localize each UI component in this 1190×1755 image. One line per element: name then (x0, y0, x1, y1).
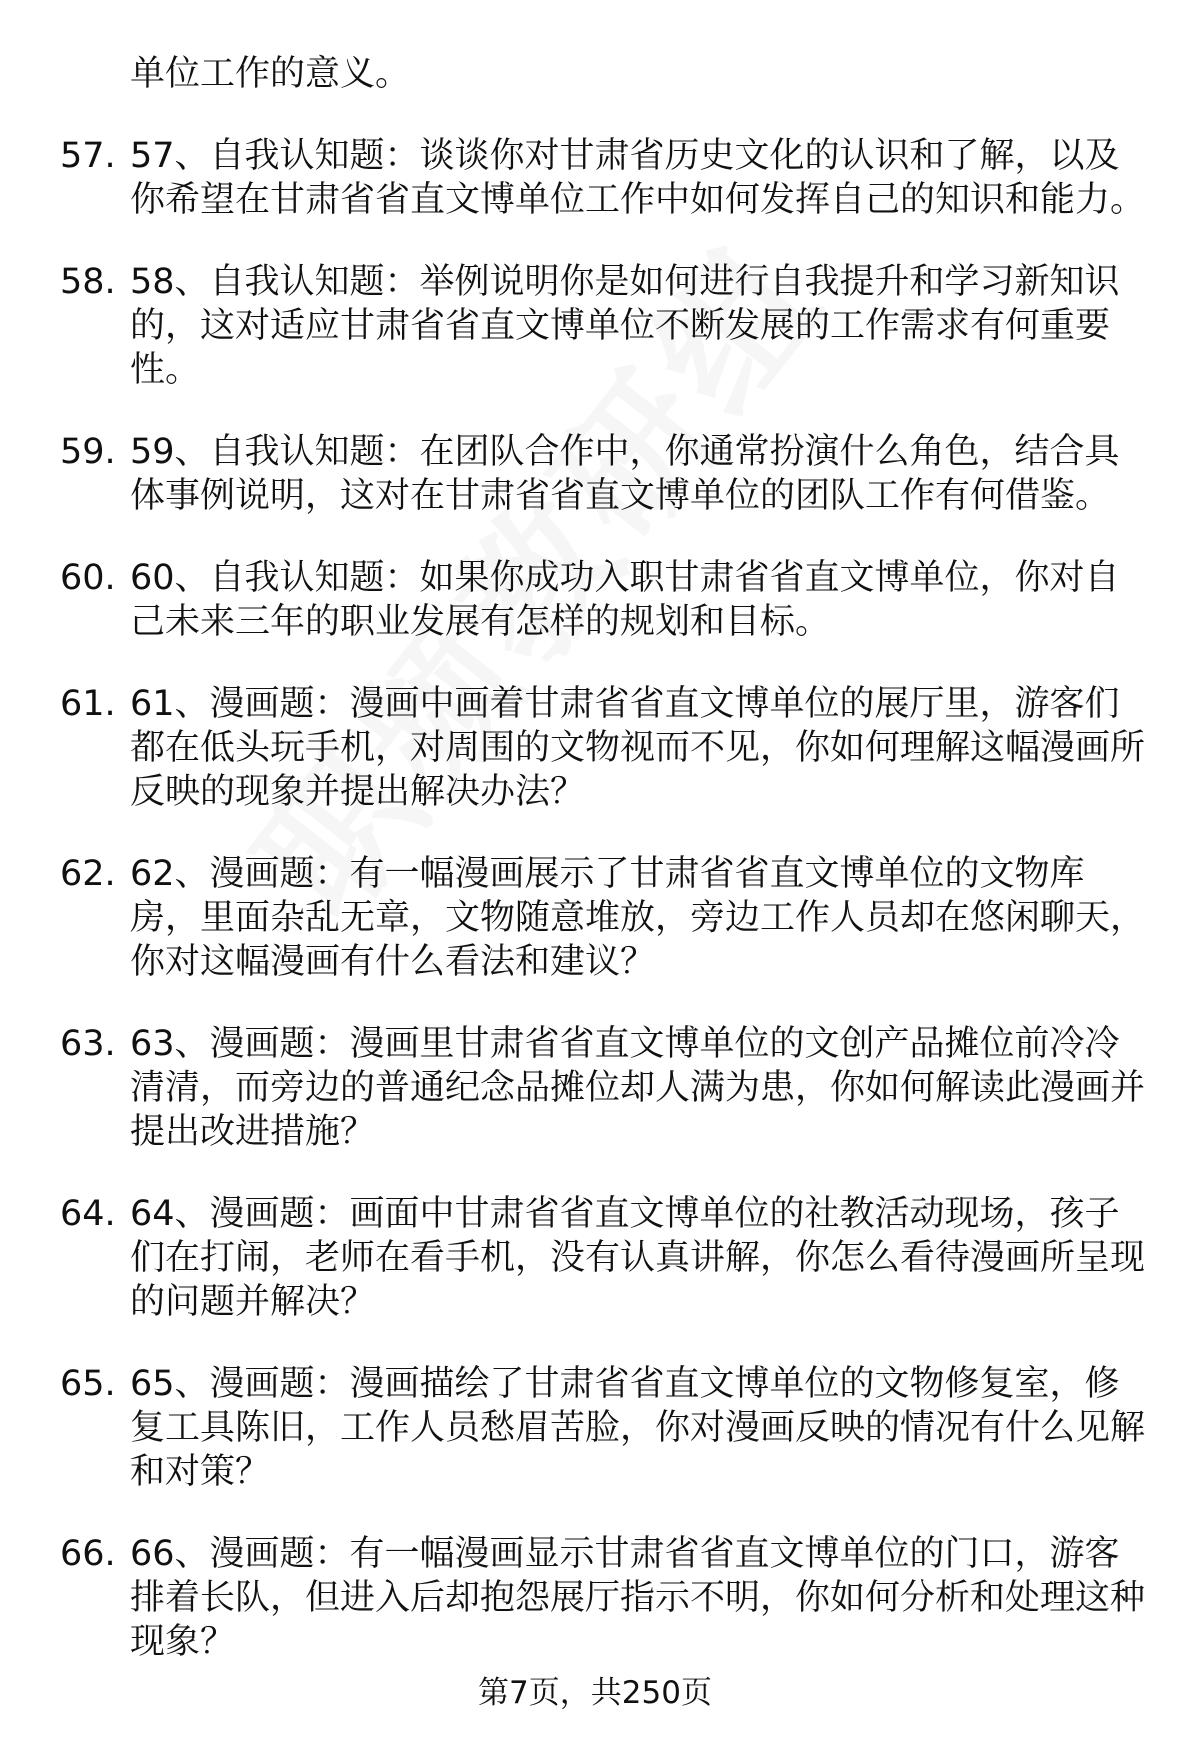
page-footer: 第7页，共250页 (478, 1675, 712, 1711)
question-item-60 (60, 556, 1150, 644)
question-list (60, 134, 1150, 1664)
continuation-text: 单位工作的意义。 (130, 54, 411, 94)
question-text: 63、漫画题：漫画里甘肃省省直文博单位的文创产品摊位前冷冷清清，而旁边的普通纪念品摊位却人满为患，你如何解读此漫画并提出改进措施？ (130, 1024, 1146, 1152)
question-text: 57、自我认知题：谈谈你对甘肃省历史文化的认识和了解，以及你希望在甘肃省省直文博单位工作中如何发挥自己的知识和能力。 (130, 136, 1146, 220)
question-item-66 (60, 1532, 1150, 1664)
question-text: 66、漫画题：有一幅漫画显示甘肃省省直文博单位的门口，游客排着长队，但进入后却抱怨展厅指示不明，你如何分析和处理这种现象？ (130, 1534, 1146, 1662)
question-item-57 (60, 134, 1150, 222)
question-item-64 (60, 1192, 1150, 1324)
question-item-62 (60, 852, 1150, 984)
question-number: 59. (60, 432, 116, 472)
question-number: 62. (60, 854, 116, 894)
question-number: 58. (60, 262, 116, 302)
question-text: 64、漫画题：画面中甘肃省省直文博单位的社教活动现场，孩子们在打闹，老师在看手机，没有认真讲解，你怎么看待漫画所呈现的问题并解决？ (130, 1194, 1146, 1322)
question-item-58 (60, 260, 1150, 392)
question-text: 58、自我认知题：举例说明你是如何进行自我提升和学习新知识的，这对适应甘肃省省直文博单位不断发展的工作需求有何重要性。 (130, 262, 1120, 390)
question-number: 65. (60, 1364, 116, 1404)
question-number: 64. (60, 1194, 116, 1234)
question-number: 61. (60, 684, 116, 724)
question-item-59 (60, 430, 1150, 518)
question-number: 60. (60, 558, 116, 598)
content-area (60, 52, 1150, 1702)
question-number: 63. (60, 1024, 116, 1064)
question-text: 59、自我认知题：在团队合作中，你通常扮演什么角色，结合具体事例说明，这对在甘肃省省直文博单位的团队工作有何借鉴。 (130, 432, 1120, 516)
question-text: 61、漫画题：漫画中画着甘肃省省直文博单位的展厅里，游客们都在低头玩手机，对周围的文物视而不见，你如何理解这幅漫画所反映的现象并提出解决办法？ (130, 684, 1146, 812)
question-item-63 (60, 1022, 1150, 1154)
question-text: 62、漫画题：有一幅漫画展示了甘肃省省直文博单位的文物库房，里面杂乱无章，文物随意堆放，旁边工作人员却在悠闲聊天，你对这幅漫画有什么看法和建议？ (130, 854, 1146, 982)
question-text: 60、自我认知题：如果你成功入职甘肃省省直文博单位，你对自己未来三年的职业发展有怎样的规划和目标。 (130, 558, 1120, 642)
question-text: 65、漫画题：漫画描绘了甘肃省省直文博单位的文物修复室，修复工具陈旧，工作人员愁眉苦脸，你对漫画反映的情况有什么见解和对策？ (130, 1364, 1146, 1492)
question-number: 66. (60, 1534, 116, 1574)
question-item-65 (60, 1362, 1150, 1494)
question-item-61 (60, 682, 1150, 814)
question-number: 57. (60, 136, 116, 176)
